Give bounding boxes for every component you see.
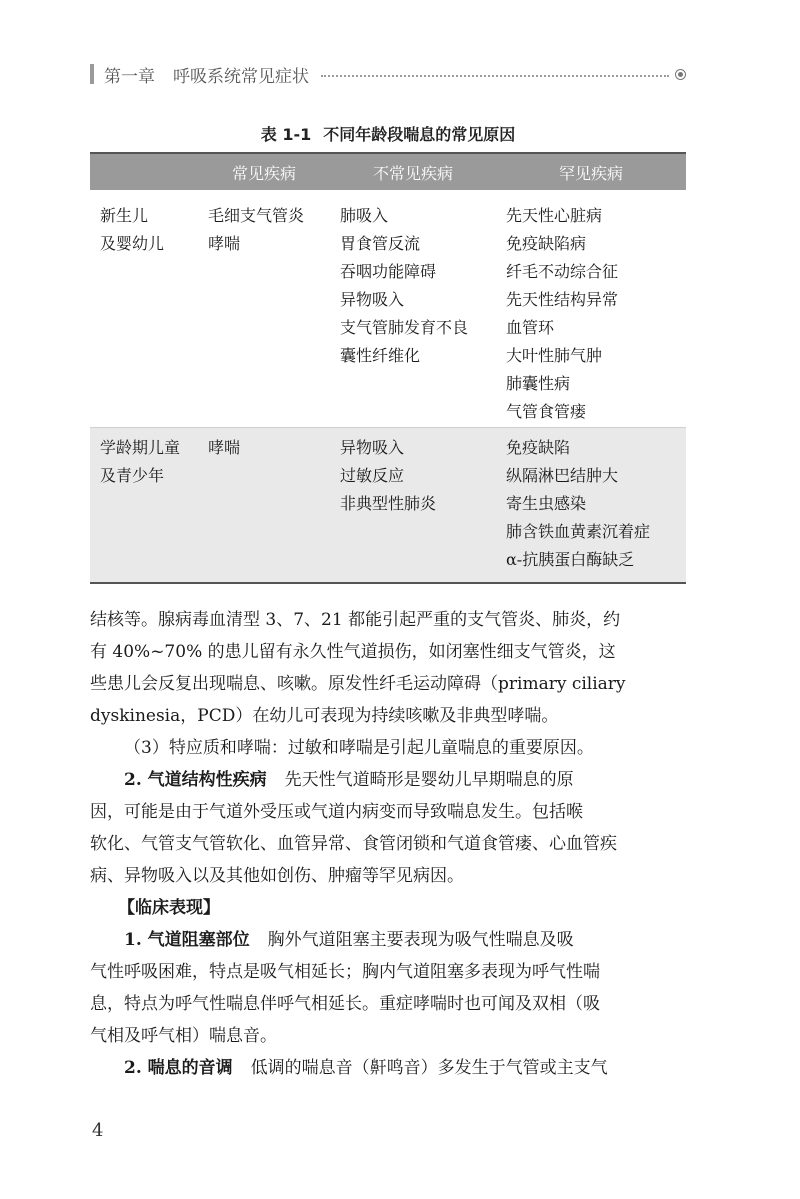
table-header-row [90,154,686,190]
table-header-cell: 罕见疾病 [558,163,623,183]
table-row [90,190,686,428]
subheading: 2. 气道结构性疾病 [124,770,267,790]
cell-text: 毛细支气管炎 [208,206,305,225]
text-line: 先天性气道畸形是婴幼儿早期喘息的原 [284,770,574,790]
body-text [90,604,686,1084]
text-line: 软化、气管支气管软化、血管异常、食管闭锁和气道食管瘘、心血管疾 [90,834,617,854]
cell-text: 学龄期儿童 [100,438,181,457]
header-dotted-rule [321,75,669,77]
cell-text: 过敏反应 [340,466,405,485]
cell-text: 先天性心脏病 [506,206,603,225]
text-line: 低调的喘息音（鼾鸣音）多发生于气管或主支气 [250,1058,608,1078]
text-line: 息，特点为呼气性喘息伴呼气相延长。重症哮喘时也可闻及双相（吸 [90,994,600,1014]
paragraph-obstruction [90,924,686,1052]
paragraph-continuation [90,604,686,732]
header-bar [90,64,94,84]
paragraph-structural [90,764,686,892]
cell-text: 寄生虫感染 [506,494,587,513]
subheading: 2. 喘息的音调 [124,1058,233,1078]
text-line: dyskinesia，PCD）在幼儿可表现为持续咳嗽及非典型哮喘。 [90,706,559,726]
cell-text: 免疫缺陷病 [506,234,587,253]
cell-text: 血管环 [506,318,555,337]
chapter-title: 呼吸系统常见症状 [173,66,309,87]
table-cell-common [198,434,330,582]
paragraph-atopy [90,732,686,764]
text-line: 气相及呼气相）喘息音。 [90,1026,277,1046]
cell-text: 气管食管瘘 [506,402,587,421]
chapter-label: 第一章 [104,66,155,87]
text-line: 结核等。腺病毒血清型 3、7、21 都能引起严重的支气管炎、肺炎，约 [90,610,621,630]
cell-text: 哮喘 [208,234,241,253]
paragraph-pitch [90,1052,686,1084]
cell-text: 哮喘 [208,438,241,457]
cell-text: 胃食管反流 [340,234,421,253]
cell-text: 纵隔淋巴结肿大 [506,466,619,485]
table-cell-uncommon [330,434,496,582]
cell-text: 及青少年 [100,466,165,485]
table-cell-rare [496,202,686,427]
text-line: 胸外气道阻塞主要表现为吸气性喘息及吸 [267,930,574,950]
cell-text: 异物吸入 [340,438,405,457]
cell-text: 支气管肺发育不良 [340,318,469,337]
table-caption [90,122,686,145]
cell-text: 纤毛不动综合征 [506,262,619,281]
table-caption-label: 表 1-1 [260,125,312,144]
causes-table [90,152,686,584]
table-row [90,428,686,582]
cell-text: 及婴幼儿 [100,234,165,253]
cell-text: α-抗胰蛋白酶缺乏 [506,550,635,569]
text-line: 病、异物吸入以及其他如创伤、肿瘤等罕见病因。 [90,866,464,886]
cell-text: 免疫缺陷 [506,438,571,457]
table-caption-title: 不同年龄段喘息的常见原因 [323,125,516,144]
cell-text: 肺含铁血黄素沉着症 [506,522,651,541]
subheading: 1. 气道阻塞部位 [124,930,250,950]
text-line: （3）特应质和哮喘：过敏和哮喘是引起儿童喘息的重要原因。 [124,738,594,758]
cell-text: 肺囊性病 [506,374,571,393]
cell-text: 先天性结构异常 [506,290,619,309]
cell-text: 非典型性肺炎 [340,494,437,513]
text-line: 些患儿会反复出现喘息、咳嗽。原发性纤毛运动障碍（primary ciliary [90,674,626,694]
cell-text: 吞咽功能障碍 [340,262,437,281]
table-cell-uncommon [330,202,496,427]
section-heading: 【临床表现】 [118,898,220,918]
table-cell-common [198,202,330,427]
header-end-ornament-icon [675,69,686,80]
cell-text: 肺吸入 [340,206,389,225]
text-line: 因，可能是由于气道外受压或气道内病变而导致喘息发生。包括喉 [90,802,583,822]
table-cell-group [90,202,198,427]
cell-text: 囊性纤维化 [340,346,421,365]
table-cell-group [90,434,198,582]
table-header-cell: 常见疾病 [231,163,296,183]
cell-text: 异物吸入 [340,290,405,309]
running-header [90,60,686,88]
cell-text: 大叶性肺气肿 [506,346,603,365]
table-header-cell: 不常见疾病 [372,163,453,183]
text-line: 有 40%~70% 的患儿留有永久性气道损伤，如闭塞性细支气管炎，这 [90,642,616,662]
cell-text: 新生儿 [100,206,149,225]
table-cell-rare [496,434,686,582]
page-number: 4 [92,1120,104,1141]
text-line: 气性呼吸困难，特点是吸气相延长；胸内气道阻塞多表现为呼气性喘 [90,962,600,982]
